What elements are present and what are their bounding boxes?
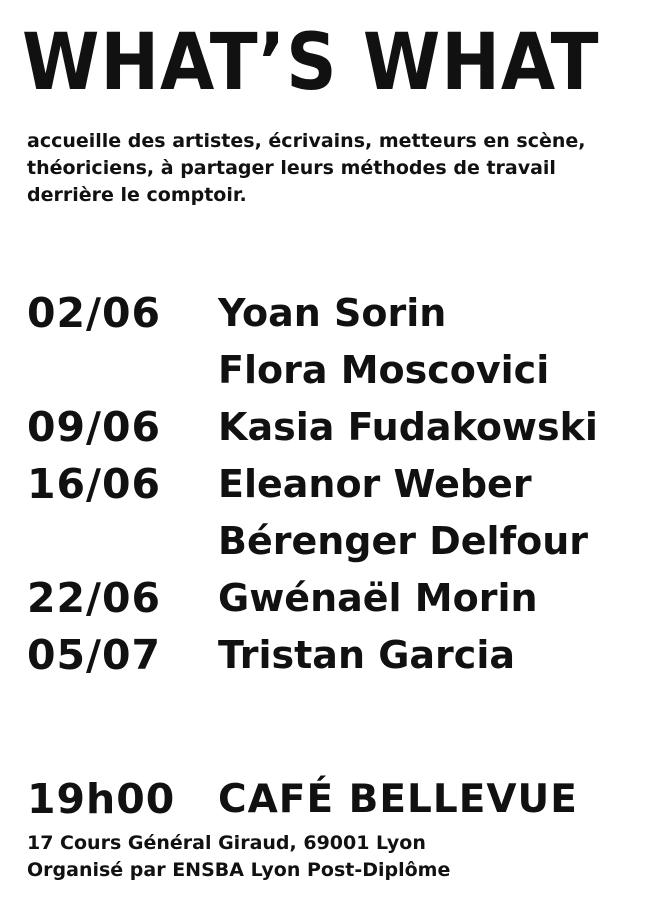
guest-name: Gwénaël Morin [218, 576, 538, 620]
poster-title: WHAT’S WHAT [22, 18, 600, 108]
schedule-entry [27, 399, 637, 456]
guest-list [218, 456, 588, 570]
organizer-credit: Organisé par ENSBA Lyon Post-Diplôme [27, 859, 451, 881]
schedule-entry [27, 456, 637, 570]
event-schedule [27, 285, 637, 684]
event-date: 09/06 [27, 403, 162, 451]
guest-name: Flora Moscovici [218, 348, 550, 392]
guest-list [218, 285, 549, 399]
event-time: 19h00 [27, 775, 176, 823]
schedule-entry [27, 627, 637, 684]
guest-name: Kasia Fudakowski [218, 405, 598, 449]
guest-list [218, 627, 515, 684]
intro-text: accueille des artistes, écrivains, metteurs en scène, théoriciens, à partager leurs méthodes de travail derrière le comptoir. [27, 130, 586, 206]
guest-name: Eleanor Weber [218, 462, 532, 506]
schedule-entry [27, 285, 637, 399]
event-date: 22/06 [27, 574, 162, 622]
time-and-venue [27, 768, 637, 830]
event-date: 02/06 [27, 289, 162, 337]
event-date: 05/07 [27, 631, 162, 679]
guest-list [218, 570, 538, 627]
guest-name: Bérenger Delfour [218, 519, 589, 563]
schedule-entry [27, 570, 637, 627]
guest-name: Tristan Garcia [218, 633, 515, 677]
guest-name: Yoan Sorin [218, 291, 447, 335]
event-date: 16/06 [27, 460, 162, 508]
event-footer [27, 768, 637, 884]
guest-list [218, 399, 598, 456]
venue-address: 17 Cours Général Giraud, 69001 Lyon [27, 832, 426, 854]
venue-name: CAFÉ BELLEVUE [218, 776, 578, 822]
